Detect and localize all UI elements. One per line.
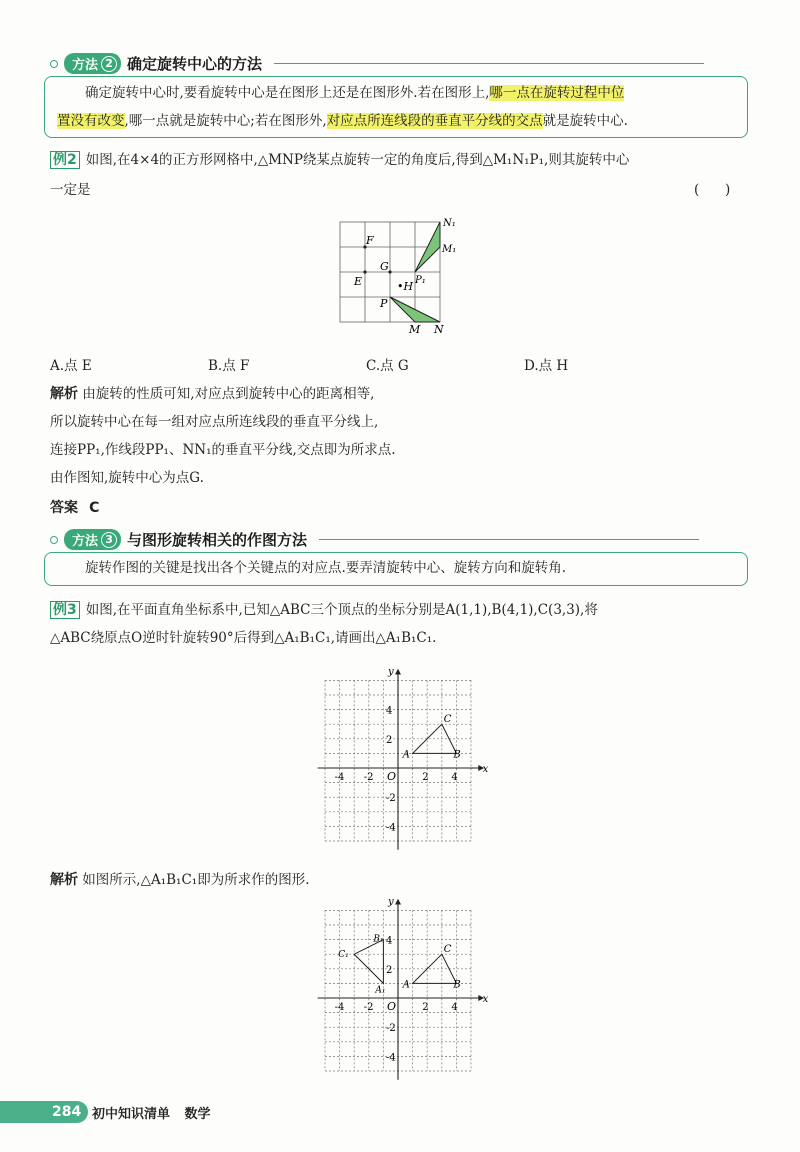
example2-question: 例2 如图,在4×4的正方形网格中,△MNP绕某点旋转一定的角度后,得到△M₁N₁P₁,则其旋转中心 <box>50 146 629 174</box>
option-d: D.点 H <box>524 358 569 374</box>
label-p: P <box>380 297 388 310</box>
label-a: A <box>402 749 410 761</box>
y-axis-arrow <box>395 899 401 905</box>
method-title: 与图形旋转相关的作图方法 <box>127 531 308 549</box>
x-axis-label: x <box>482 764 489 775</box>
answer-paren: ( ) <box>694 182 731 198</box>
y-tick-label: 2 <box>386 734 393 746</box>
label-c1: C₁ <box>338 950 349 961</box>
label-h: •H <box>397 280 414 293</box>
x-tick-label: -2 <box>363 1002 374 1013</box>
footer-title: 初中知识清单 数学 <box>92 1107 211 1122</box>
bullet-icon <box>50 60 58 68</box>
label-b1: B₁ <box>373 934 384 945</box>
option-a: A.点 E <box>50 358 92 374</box>
method3-body: 旋转作图的关键是找出各个关键点的对应点.要弄清旋转中心、旋转方向和旋转角. <box>85 560 567 576</box>
y-tick-label: -4 <box>386 1052 396 1064</box>
label-m: M <box>409 323 421 336</box>
analysis-tag: 解析 <box>50 386 78 402</box>
label-c: C <box>443 714 452 726</box>
x-tick-label: 2 <box>422 1002 429 1013</box>
method2-line2: 置没有改变,哪一点就是旋转中心;若在图形外,对应点所连线段的垂直平分线的交点就是旋转中心. <box>57 113 628 129</box>
y-tick-label: -2 <box>386 793 396 805</box>
bullet-icon <box>50 536 58 544</box>
example3-question-cont: △ABC绕原点O逆时针旋转90°后得到△A₁B₁C₁,请画出△A₁B₁C₁. <box>50 630 437 646</box>
x-tick-label: 4 <box>451 1002 458 1013</box>
x-tick-label: 2 <box>422 772 429 783</box>
x-tick-label: -2 <box>363 772 374 783</box>
method2-box <box>44 76 748 138</box>
origin-label: O <box>387 770 397 783</box>
method2-line1: 确定旋转中心时,要看旋转中心是在图形上还是在图形外.若在图形上,哪一点在旋转过程中位 <box>85 85 625 101</box>
method2-header <box>50 53 704 74</box>
example3-answer-plot <box>305 898 495 1083</box>
x-axis-label: x <box>482 994 489 1005</box>
example2-question-cont: 一定是 <box>50 182 91 198</box>
method-tag: 方法 <box>72 58 99 73</box>
y-tick-label: 4 <box>386 935 393 947</box>
example3-coordinate-plot <box>305 668 495 853</box>
label-b: B <box>453 749 461 761</box>
y-tick-label: 4 <box>386 705 393 717</box>
point-g <box>388 270 391 273</box>
label-f: F <box>366 234 374 247</box>
analysis-tag: 解析 <box>50 872 78 888</box>
example3-analysis: 解析 如图所示,△A₁B₁C₁即为所求作的图形. <box>50 872 310 888</box>
x-tick-label: -4 <box>334 772 345 783</box>
label-n: N <box>434 323 444 336</box>
method-number: 2 <box>101 56 117 72</box>
y-tick-label: -2 <box>386 1023 396 1035</box>
triangle-a1b1c1 <box>354 940 383 984</box>
method-title: 确定旋转中心的方法 <box>127 55 263 73</box>
option-c: C.点 G <box>366 358 409 374</box>
point-e <box>363 270 366 273</box>
divider <box>319 539 699 540</box>
example2-analysis: 解析 由旋转的性质可知,对应点到旋转中心的距离相等, 所以旋转中心在每一组对应点所连线段的垂直平分线上, 连接PP₁,作线段PP₁、NN₁的垂直平分线,交点即为所求点. 由作图知,旋转中心为点G. <box>50 386 396 486</box>
example2-answer: 答案 C <box>50 500 100 516</box>
example2-figure <box>330 212 460 342</box>
y-tick-label: -4 <box>386 822 396 834</box>
label-e: E <box>354 275 363 288</box>
label-a: A <box>402 979 410 991</box>
method3-box <box>44 552 748 586</box>
label-b: B <box>453 979 461 991</box>
example-tag: 例2 <box>50 151 80 169</box>
label-c: C <box>443 944 452 956</box>
label-p1: P₁ <box>415 275 426 286</box>
option-b: B.点 F <box>208 358 250 374</box>
example3-question: 例3 如图,在平面直角坐标系中,已知△ABC三个顶点的坐标分别是A(1,1),B(4,1),C(3,3),将 <box>50 596 598 624</box>
example-tag: 例3 <box>50 601 80 619</box>
y-axis-arrow <box>395 669 401 675</box>
y-tick-label: 2 <box>386 964 393 976</box>
page-number-tab <box>0 1101 88 1123</box>
x-tick-label: -4 <box>334 1002 345 1013</box>
origin-label: O <box>387 1000 397 1013</box>
label-a1: A₁ <box>375 985 386 996</box>
label-g: G <box>380 260 389 273</box>
x-tick-label: 4 <box>451 772 458 783</box>
page-number: 284 <box>52 1104 82 1120</box>
method-badge: 方法 3 <box>64 529 121 550</box>
y-axis-label: y <box>388 898 394 908</box>
label-n1: N₁ <box>443 218 456 229</box>
divider <box>274 63 704 64</box>
method-badge <box>64 53 121 74</box>
method3-header <box>50 529 699 550</box>
y-axis-label: y <box>388 668 394 678</box>
label-m1: M₁ <box>442 244 457 255</box>
